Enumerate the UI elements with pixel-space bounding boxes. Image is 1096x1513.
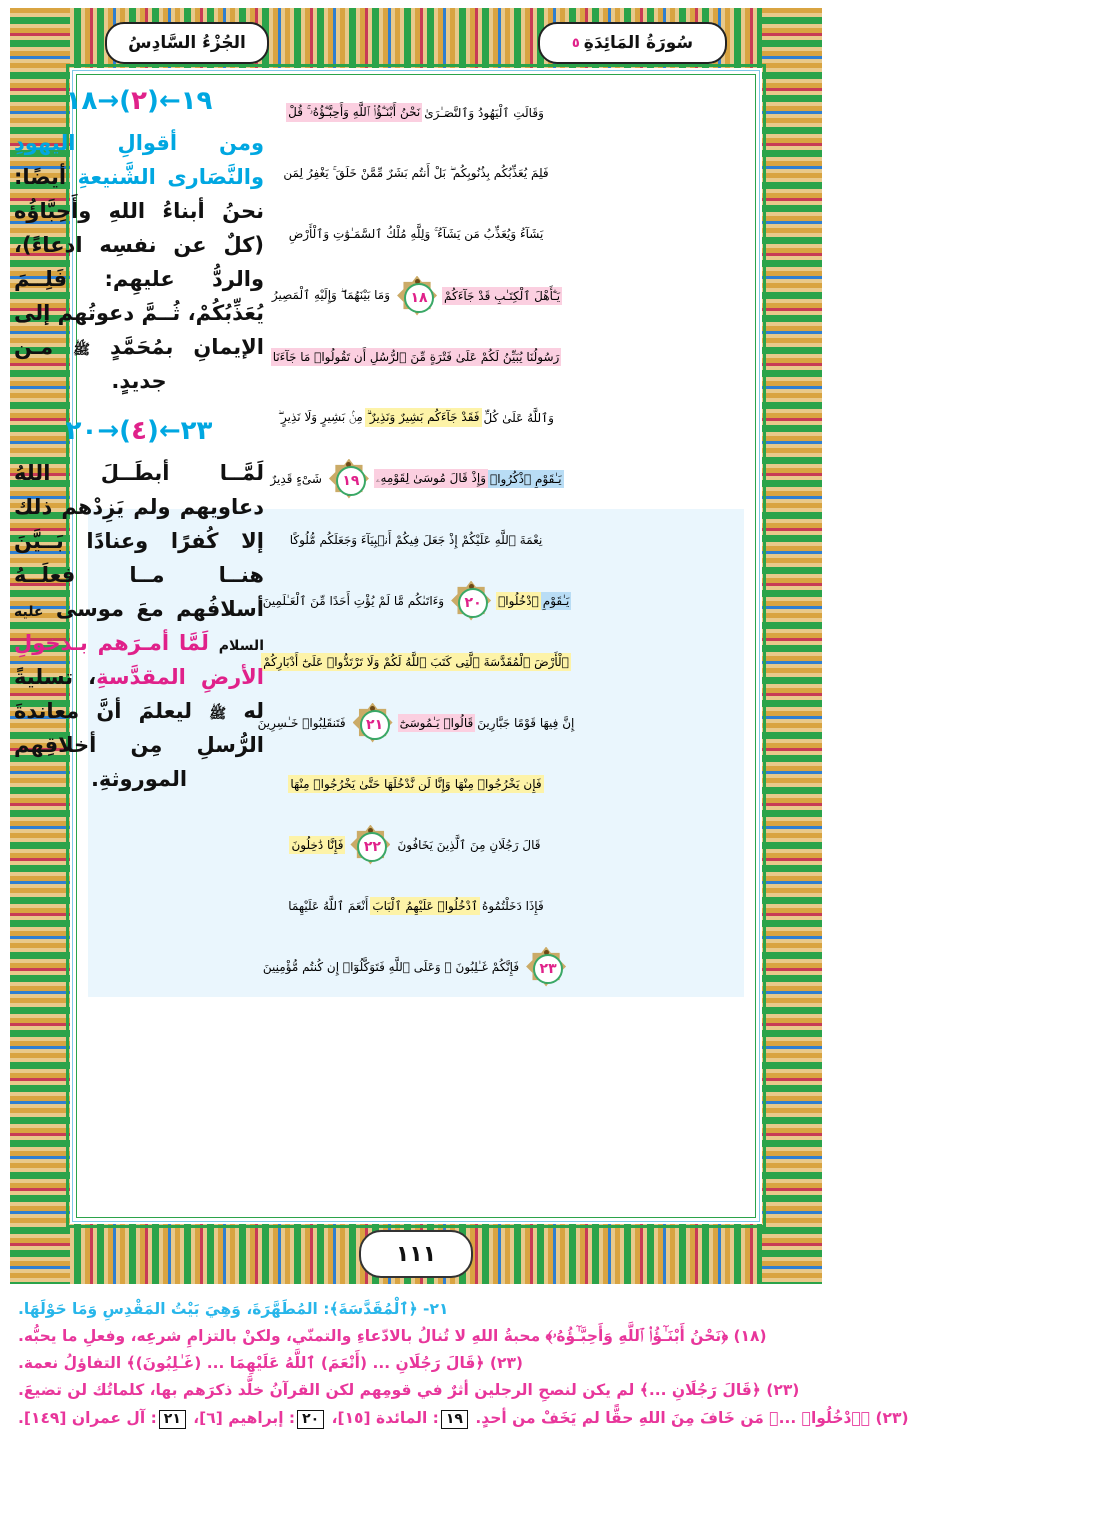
salawat-icon: ﷺ [73,342,91,359]
ayah-number-marker: ١٨ [397,276,437,316]
range-to: ١٩ [180,86,213,116]
quran-text-highlight-yellow: فَقَدْ جَآءَكُم بَشِيرٌ وَنَذِيرٌ ۗ [365,408,482,427]
tafsir-body-text [14,456,264,796]
tafsir-text-run: لَمَّا أمـرَهم بـدخولِ الأرضِ المقدَّسةِ [14,631,264,690]
quran-text-segment: قَالَ رَجُلَانِ مِنَ ٱلَّذِينَ يَخَافُونَ [397,837,541,852]
juz-label-cartouche [105,22,269,64]
quran-text-segment: فَلِمَ يُعَذِّبُكُم بِذُنُوبِكُم ۖ بَلْ أَنتُم بَشَرٌ مِّمَّنْ خَلَقَ ۚ يَغْفِرُ لِمَن [283,166,549,180]
quran-text-highlight-yellow: فَإِنَّا دَٰخِلُونَ [291,837,344,852]
range-from: ١٨ [65,86,98,116]
tafsir-text-run: ، تسليةً له [14,665,264,724]
footnote-text: (٢٣) ﴿ٱدْخُلُوا۟ ...﴾ مَن خَافَ مِنَ اللهِ حقًّا لم يَخَفْ من أحدٍ. [469,1408,909,1427]
footnote-text: (٢٣) ﴿قَالَ رَجُلَانِ ... (أَنْعَمَ) ٱللَّهُ عَلَيْهِمَا ... (غَـٰلِبُونَ)﴾ التفاؤلُ نعمة. [18,1354,524,1373]
footnote-ref-label: : إبراهيم [٦]، [187,1408,296,1427]
footnote-text: ٢١- ﴿ٱلْمُقَدَّسَةَ﴾: المُطَهَّرَةَ، وَهِيَ بَيْتُ المَقْدِسِ وَمَا حَوْلَهَا. [18,1300,449,1318]
footnote-text: (٢٣) ﴿قَالَ رَجُلَانِ ...﴾ لم يكن لنصحِ الرجلين أثرٌ في قومِهم لكن القرآنُ خلَّد ذكرَهم بها، كلماتُك لن تضيعَ. [18,1381,800,1400]
ayah-number-marker: ١٩ [329,459,369,499]
page-number-text: ١١١ [395,1241,437,1267]
alayhi-salam-icon: عليه السلام [14,604,264,655]
quran-text-highlight-pink: وَإِذْ قَالَ مُوسَىٰ لِقَوْمِهِۦ [374,469,488,488]
footnote-verse-ref-box: ١٩ [441,1410,468,1430]
quran-text-segment: وَقَالَتِ ٱلْيَهُودُ وَٱلنَّصَـٰرَىٰ [424,105,544,120]
border-band-right [762,8,822,1284]
quran-text-segment: وَمَا بَيْنَهُمَا ۖ وَإِلَيْهِ ٱلْمَصِيرُ [271,288,391,302]
quran-text-segment: فَإِنَّكُمْ غَـٰلِبُونَ ۚ وَعَلَى ٱللَّهِ فَتَوَكَّلُوٓا۟ إِن كُنتُم مُّؤْمِنِينَ [262,959,520,974]
surah-number-glyph: ٥ [571,35,580,51]
range-to: ٢٣ [180,416,213,447]
quran-text-highlight-yellow: ٱدْخُلُوا۟ [498,593,539,608]
quran-text-highlight-yellow: ٱلْأَرْضَ ٱلْمُقَدَّسَةَ ٱلَّتِى كَتَبَ ٱللَّهُ لَكُمْ وَلَا تَرْتَدُّوا۟ عَلَىٰٓ أَدْبَارِكُمْ [263,654,569,669]
footnote-line [18,1377,1078,1404]
quran-text-segment: فَتَنقَلِبُوا۟ خَـٰسِرِينَ [257,715,346,730]
footnote-ref-label: : المائدة [١٥]، [326,1408,439,1427]
footnote-line [18,1350,1078,1377]
range-from: ٢٠ [65,416,98,447]
footnote-line [18,1323,1078,1350]
range-count: ٢ [131,86,147,116]
surah-title-cartouche [538,22,727,64]
quran-text-segment: نِعْمَةَ ٱللَّهِ عَلَيْكُمْ إِذْ جَعَلَ فِيكُمْ أَنۢبِيَآءَ وَجَعَلَكُم مُّلُوكًا [289,532,543,547]
page-number-medallion [359,1230,473,1278]
quran-text-highlight-blue: يَـٰقَوْمِ ٱذْكُرُوا۟ [490,471,562,486]
range-count: ٤ [131,416,147,447]
footnote-line [18,1296,1078,1323]
quran-text-highlight-yellow: فَإِن يَخْرُجُوا۟ مِنْهَا [454,776,542,791]
juz-label-text: الجُزْءُ السَّادِسُ [128,33,246,53]
ayah-number-marker: ٢٢ [350,825,390,865]
quran-text-highlight-pink: رَسُولُنَا يُبَيِّنُ لَكُمْ عَلَىٰ فَتْرَةٍ مِّنَ ٱلرُّسُلِ أَن تَقُولُوا۟ مَا جَآءَنَا [272,349,560,364]
quran-text-highlight-pink: نَحْنُ أَبْنَـٰٓؤُا۟ ٱللَّهِ وَأَحِبَّـٰٓؤُهُۥ ۚ قُلْ [286,103,422,122]
quran-text-segment: وَءَاتَىٰكُم مَّا لَمْ يُؤْتِ أَحَدًا مِّنَ ٱلْعَـٰلَمِينَ [262,593,445,608]
quran-text-segment: إِنَّ فِيهَا قَوْمًا جَبَّارِينَ [477,715,575,730]
footnotes-section [0,1296,1096,1496]
quran-text-segment: شَىْءٍ قَدِيرٌ [270,471,322,486]
quran-text-highlight-pink: قَالُوا۟ يَـٰمُوسَىٰٓ [399,715,474,730]
tafsir-block [14,86,264,398]
quran-text-highlight-blue: يَـٰقَوْمِ [542,593,570,608]
quran-text-segment: فَإِذَا دَخَلْتُمُوهُ [482,898,544,913]
quran-text-segment: أَنْعَمَ ٱللَّهُ عَلَيْهِمَا [288,898,369,913]
tafsir-text-run: لَمَّــا أبطَــلَ اللهُ دعاويهم ولم يَزِدْهم ذلك إلا كُفرًا وعنادًا بَــيَّنَ هنــا مــا فعلَــهُ أسلافُهم معَ موسى [14,461,264,622]
footnote-text: (١٨) ﴿نَحْنُ أَبْنَـٰٓؤُا۟ ٱللَّهِ وَأَحِبَّـٰٓؤُهُۥ﴾ محبةُ اللهِ لا تُنالُ بالادّعاءِ والتمنّي، ولكنْ بالتزامِ شرعِه، وفعلِ ما يحبُّه. [18,1327,767,1346]
quran-text-highlight-pink: يَـٰٓأَهْلَ ٱلْكِتَـٰبِ قَدْ جَآءَكُمْ [444,288,561,303]
footnote-verse-ref-box: ٢٠ [297,1410,324,1430]
tafsir-sidebar [14,86,264,1276]
surah-title-text: سُورَةُ المَائِدَةِ [583,33,694,53]
tafsir-verse-range-header: ٢٣←(٤)→٢٠ [65,416,213,447]
quran-text-segment: مِنۢ بَشِيرٍ وَلَا نَذِيرٍ ۖ [278,410,363,424]
tafsir-body-text [14,126,264,398]
salawat-icon: ﷺ [209,706,227,723]
ayah-number-marker: ٢٣ [526,947,566,987]
tafsir-text-run: ومن أقوالِ اليهودِ والنَّصَارى الشَّنيعةِ [14,131,264,190]
quran-text-segment: وَٱللَّهُ عَلَىٰ كُلِّ [483,410,554,425]
footnote-ref-label: : آل عمران [١٤٩]. [18,1408,157,1427]
tafsir-text-run: أيضًا: نحنُ أبناءُ اللهِ وأَحِبَّاؤُه (كلٌ عن نفسِه ادعاءً)، والردُّ عليهِم: فَلِــمَ يُعَذِّبُكُمْ، ثُــمَّ دعوتُهم إلى الإيمانِ بمُحَمَّدٍ [14,165,264,360]
tafsir-text-run: ليعلمَ أنَّ معاندةَ الرُّسلِ مِن أخلاقِهم الموروثةِ. [14,699,264,792]
quran-text-segment: يَشَآءُ وَيُعَذِّبُ مَن يَشَآءُ ۚ وَلِلَّهِ مُلْكُ ٱلسَّمَـٰوَٰتِ وَٱلْأَرْضِ [288,227,544,241]
tafsir-block [14,416,264,796]
tafsir-verse-range-header: ١٩←(٢)→١٨ [65,86,213,116]
ayah-number-marker: ٢٠ [451,581,491,621]
quran-text-highlight-yellow: ٱدْخُلُوا۟ عَلَيْهِمُ ٱلْبَابَ [372,898,479,913]
footnote-verse-ref-box: ٢١ [159,1410,186,1430]
footnote-line [18,1405,1078,1432]
tafsir-text-run: مـن جديدٍ. [14,335,167,394]
quran-text-highlight-yellow: وَإِنَّا لَن نَّدْخُلَهَا حَتَّىٰ يَخْرُجُوا۟ مِنْهَا [290,776,451,791]
ayah-number-marker: ٢١ [353,703,393,743]
